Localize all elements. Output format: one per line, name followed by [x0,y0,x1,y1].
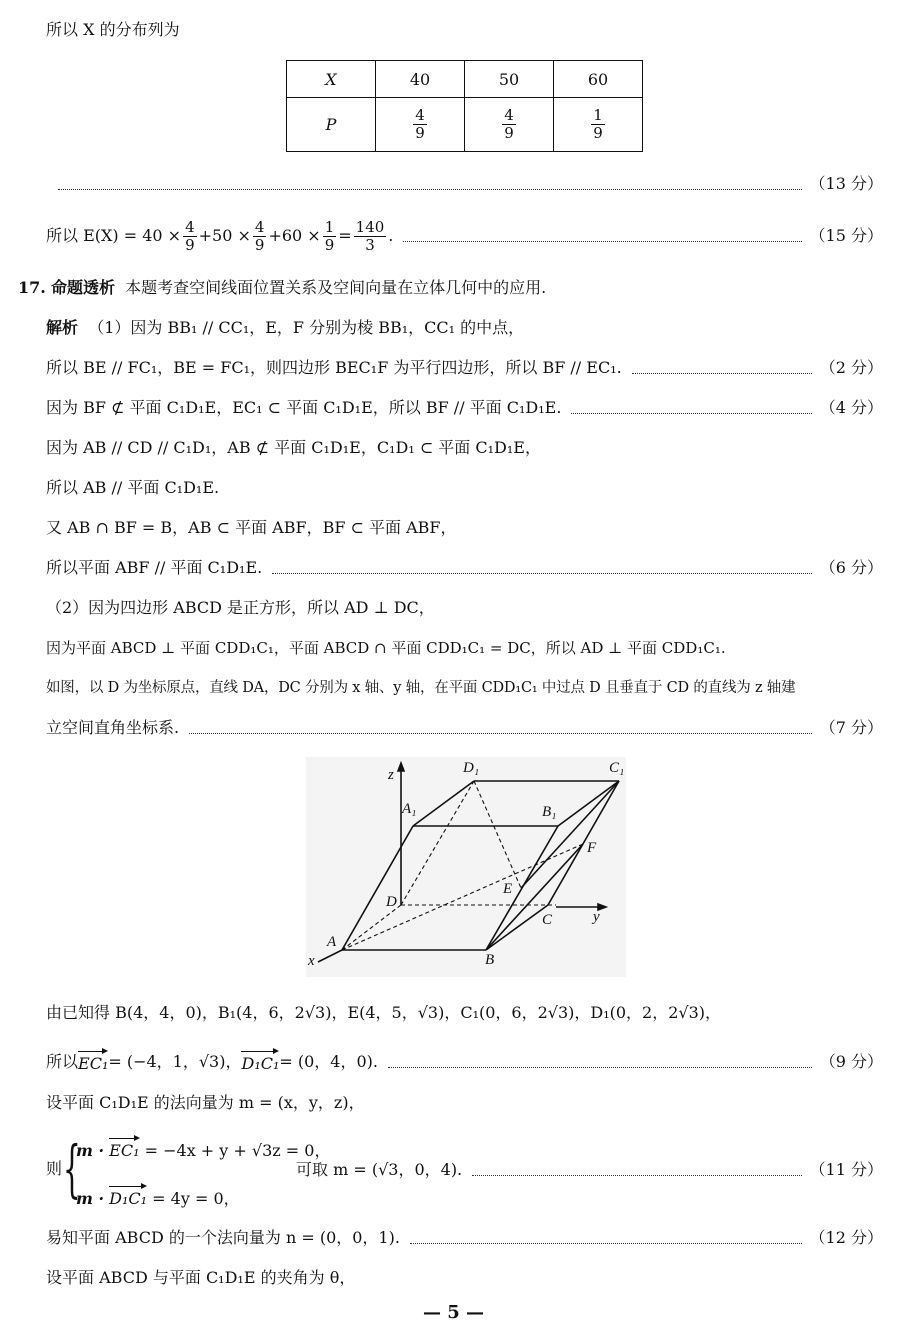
solution-line-11 [46,717,883,739]
solution-line-2 [46,357,883,379]
label-b: B [485,952,495,968]
score-12: （12 分） [809,1228,883,1247]
question-number: 17. [18,278,46,297]
system-prefix: 则 [46,1159,63,1178]
period: . [388,226,394,245]
solution-line-4: 因为 AB // CD // C₁D₁，AB ⊄ 平面 C₁D₁E，C₁D₁ ⊂ 平面 C₁D₁E， [46,438,541,457]
equation-text: = 4y = 0， [152,1189,240,1208]
vector-ec1: EC₁ [78,1049,108,1075]
vector-ec1: EC₁ [109,1136,139,1162]
label-f: F [587,840,597,856]
solution-text: 所以 [46,1052,79,1071]
distribution-table [286,60,643,152]
label-c1: C₁ [609,760,625,776]
expectation-term: +50 × [198,226,251,245]
solution-line-13 [46,1049,883,1075]
score-9: （9 分） [819,1052,883,1071]
solution-text: （1）因为 BB₁ // CC₁，E，F 分别为棱 BB₁，CC₁ 的中点， [88,318,525,337]
expectation-term: +60 × [268,226,321,245]
solution-line-12: 由已知得 B(4，4，0)，B₁(4，6，2√3)，E(4，5，√3)，C₁(0，6，2√3)，D₁(0，2，2√3)， [46,1003,722,1022]
table-prob-cell: $\frac{1}{9}$ [554,98,643,152]
score-4: （4 分） [819,398,883,417]
label-d1: D₁ [463,760,480,776]
solution-line-3 [46,397,883,419]
solution-text: = (−4，1，√3)， [108,1052,242,1071]
solution-text: 因为 BF ⊄ 平面 C₁D₁E，EC₁ ⊂ 平面 C₁D₁E，所以 BF // 平面 C₁D₁E. [46,398,562,417]
equation-text: = −4x + y + √3z = 0， [144,1141,331,1160]
solution-text: 立空间直角坐标系. [46,718,180,737]
solution-text: 易知平面 ABCD 的一个法向量为 n = (0，0，1). [46,1228,400,1247]
table-header-x: X [287,61,376,98]
vector-d1c1: D₁C₁ [241,1049,279,1075]
equation-text: m · [76,1189,105,1208]
solution-text: 可取 m = (√3，0，4). [296,1160,463,1179]
label-b1: B₁ [542,804,557,820]
score-13: （13 分） [809,174,883,193]
table-header-cell: 40 [376,61,465,98]
expectation-prefix: 所以 E(X) = 40 × [46,226,182,245]
label-a1: A₁ [402,801,417,817]
solution-line-6: 又 AB ∩ BF = B，AB ⊂ 平面 ABF，BF ⊂ 平面 ABF， [46,518,457,537]
solution-text: 所以 BE // FC₁，BE = FC₁，则四边形 BEC₁F 为平行四边形，所以 BF // EC₁. [46,358,622,377]
table-prob-cell: $\frac{4}{9}$ [376,98,465,152]
distribution-intro: 所以 X 的分布列为 [46,20,180,39]
label-y: y [593,909,600,925]
prism-figure [306,757,626,977]
solution-line-17: 设平面 ABCD 与平面 C₁D₁E 的夹角为 θ， [46,1268,356,1287]
question-17-heading [18,277,883,299]
label-a: A [327,934,337,950]
table-header-cell: 60 [554,61,643,98]
table-header-cell: 50 [465,61,554,98]
equation-text: m · [76,1141,105,1160]
equals-sign: = [338,226,352,245]
table-prob-cell: $\frac{4}{9}$ [465,98,554,152]
question-summary: 本题考查空间线面位置关系及空间向量在立体几何中的应用. [125,278,547,297]
label-e: E [503,881,513,897]
frac-140-3: $\frac{140}{3}$ [355,217,385,254]
table-row-label-p: P [287,98,376,152]
score-2: （2 分） [819,358,883,377]
solution-text: 所以平面 ABF // 平面 C₁D₁E. [46,558,263,577]
page-number: — 5 — [422,1302,485,1323]
score-15: （15 分） [809,226,883,245]
frac-1-9: $\frac{1}{9}$ [324,217,335,254]
question-label: 命题透析 [50,278,115,297]
solution-line-8: （2）因为四边形 ABCD 是正方形，所以 AD ⊥ DC， [46,598,435,617]
label-d: D [386,894,397,910]
solution-line-7 [46,557,883,579]
expectation-line [46,216,883,256]
score-6: （6 分） [819,558,883,577]
score-7: （7 分） [819,718,883,737]
figure-background [306,757,626,977]
solution-line-10: 如图，以 D 为坐标原点，直线 DA，DC 分别为 x 轴、y 轴，在平面 CDD₁C₁ 中过点 D 且垂直于 CD 的直线为 z 轴建 [46,680,796,696]
solution-line-16 [46,1227,883,1249]
equation-1 [76,1136,330,1162]
solution-line-14: 设平面 C₁D₁E 的法向量为 m = (x，y，z)， [46,1093,365,1112]
score-11: （11 分） [809,1160,883,1179]
left-brace: { [63,1132,81,1205]
solution-line-9: 因为平面 ABCD ⊥ 平面 CDD₁C₁，平面 ABCD ∩ 平面 CDD₁C₁ = DC，所以 AD ⊥ 平面 CDD₁C₁. [46,639,726,657]
frac-4-9-b: $\frac{4}{9}$ [254,217,265,254]
label-x: x [308,953,315,969]
solution-line-5: 所以 AB // 平面 C₁D₁E. [46,478,220,497]
solution-text: = (0，4，0). [279,1052,378,1071]
label-c: C [542,912,553,928]
score-line-13 [58,173,883,195]
label-z: z [388,767,394,783]
jiexi-label: 解析 [46,318,79,337]
vector-d1c1: D₁C₁ [109,1184,147,1210]
solution-line-1 [46,317,883,339]
solution-line-15 [296,1159,883,1181]
frac-4-9-a: $\frac{4}{9}$ [185,217,195,254]
equation-2 [76,1184,240,1210]
